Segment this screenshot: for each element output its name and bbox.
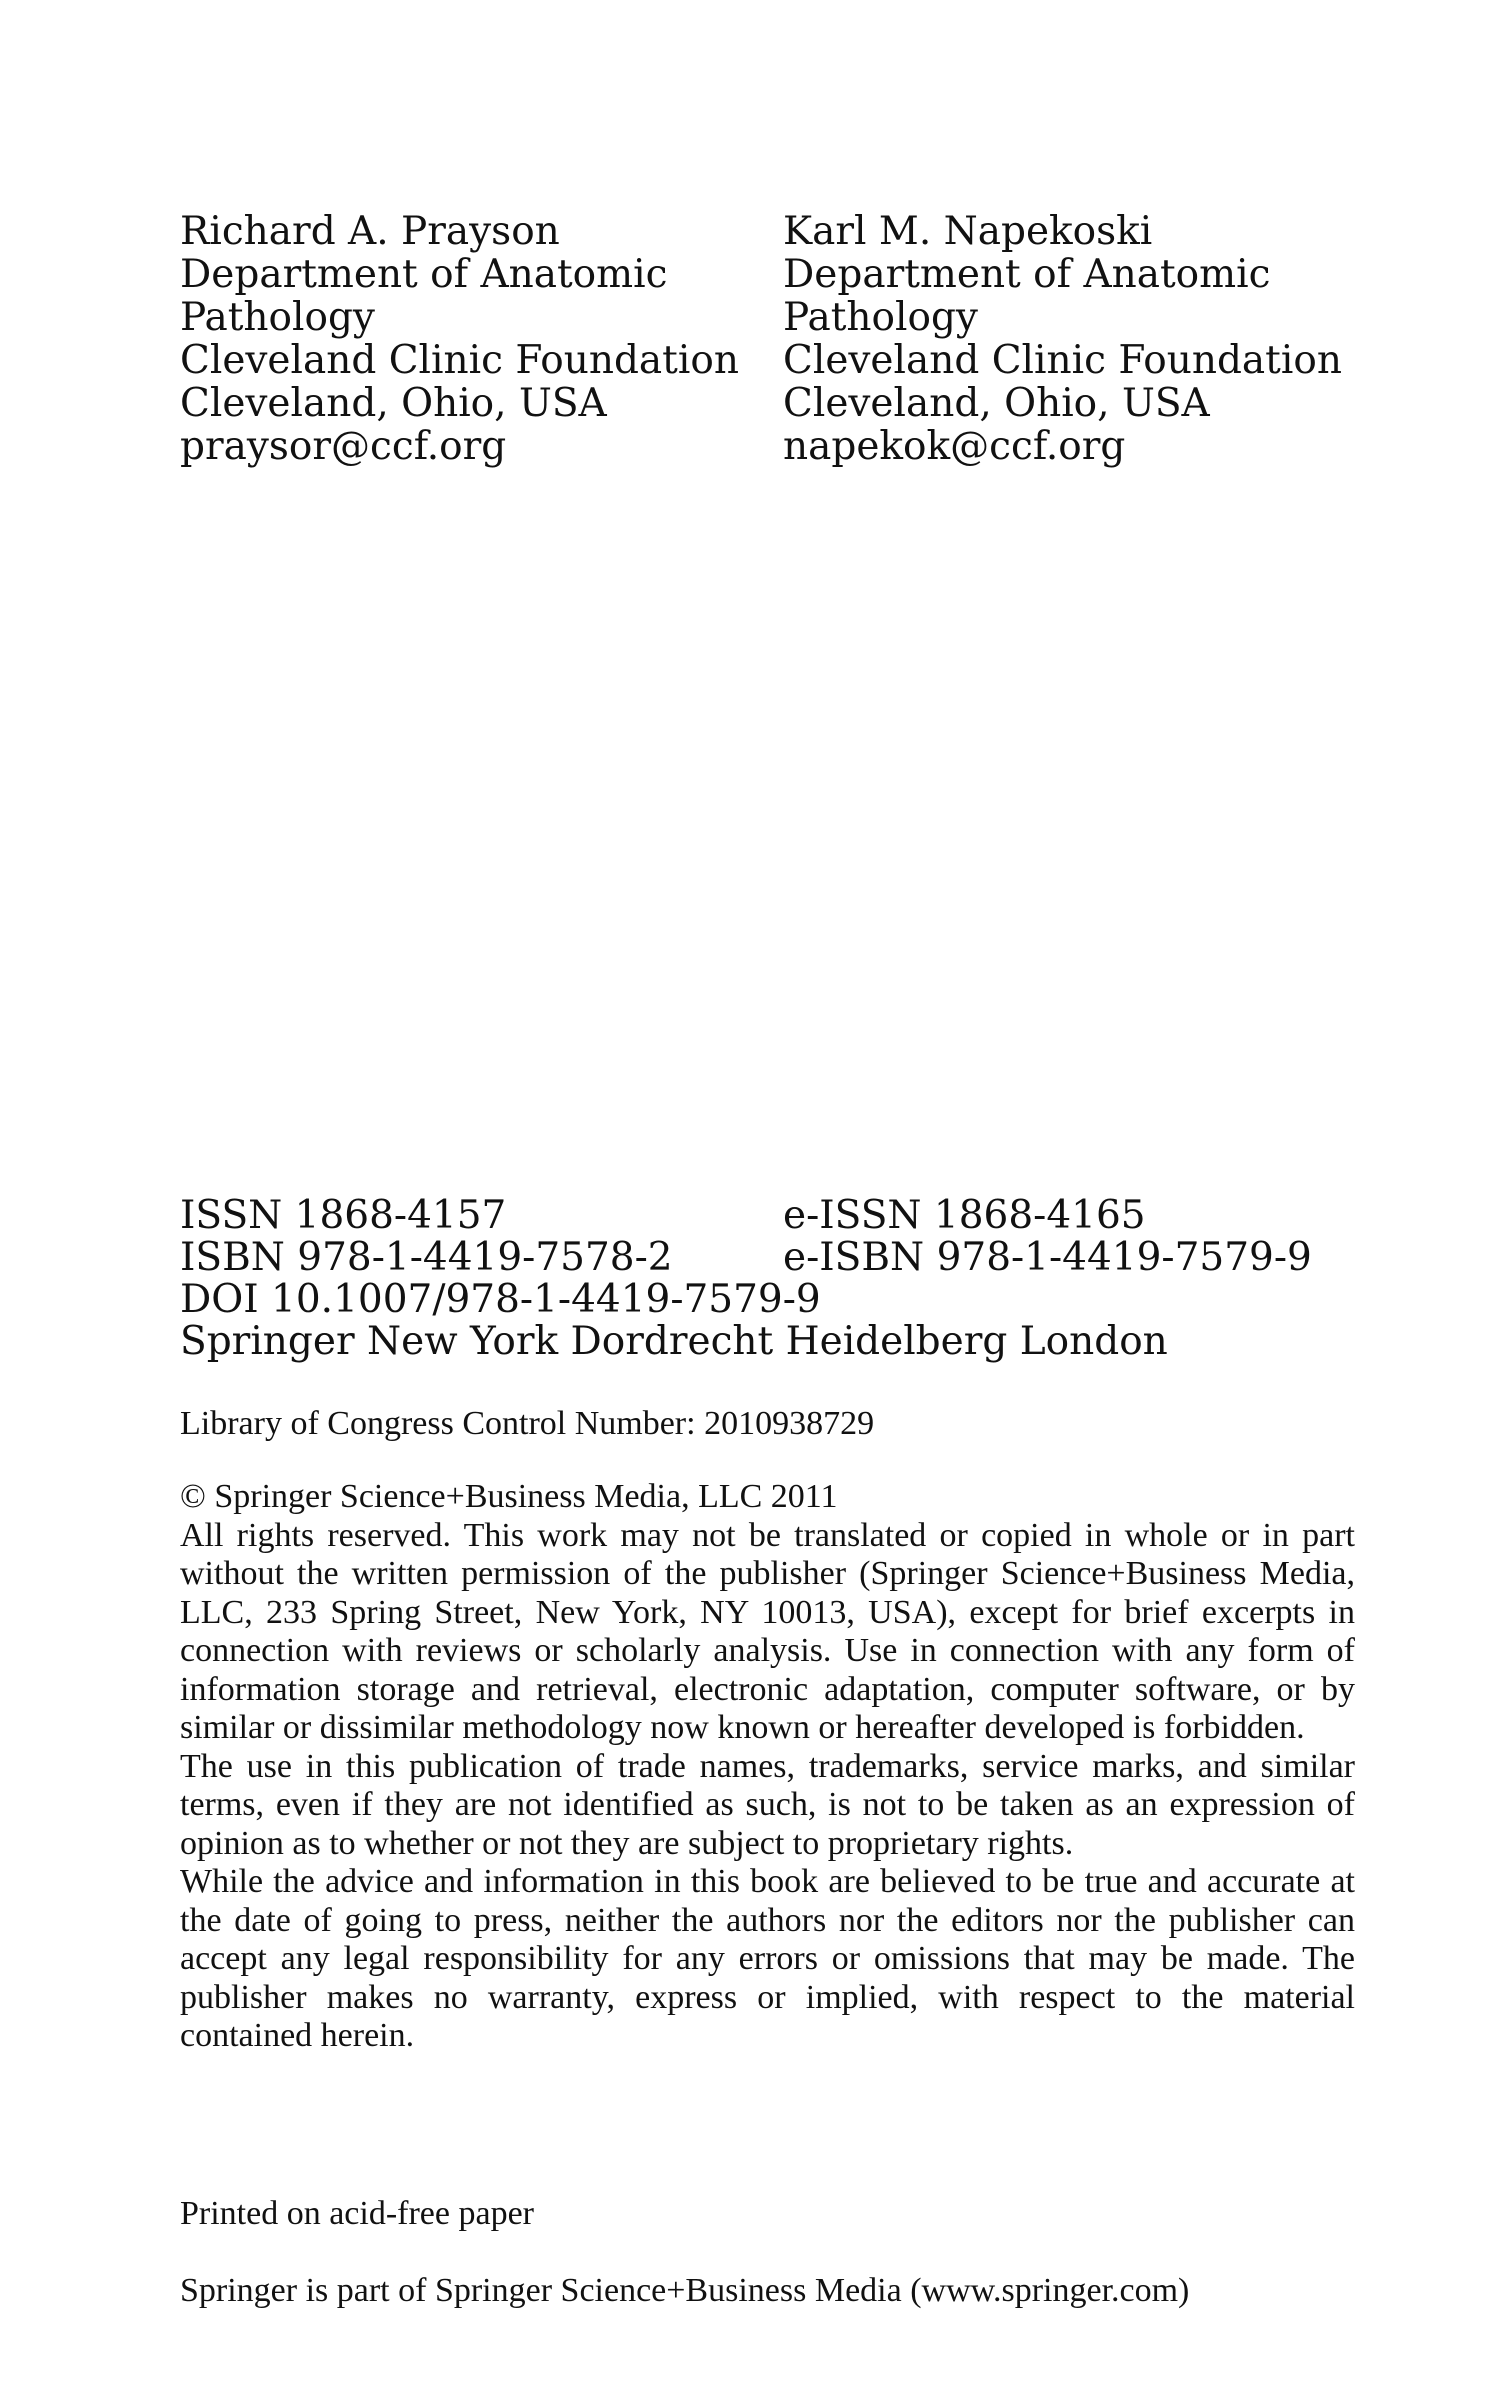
doi: DOI 10.1007/978-1-4419-7579-9 <box>180 1277 821 1322</box>
acid-free-paper-note: Printed on acid-free paper <box>180 2195 534 2232</box>
trademark-paragraph: The use in this publication of trade names, trademarks, service marks, and similar terms, even if they are not identified as such, is not to be taken as an expression of opinion as to whether or not they are subject to proprietary rights. <box>180 1747 1355 1862</box>
issn-row <box>180 1195 1360 1237</box>
author-department-line1: Department of Anatomic <box>180 252 668 297</box>
author-name: Karl M. Napekoski <box>783 209 1153 254</box>
e-isbn: e-ISBN 978-1-4419-7579-9 <box>783 1235 1312 1280</box>
author-department-line1: Department of Anatomic <box>783 252 1271 297</box>
e-issn: e-ISSN 1868-4165 <box>783 1193 1146 1238</box>
disclaimer-paragraph: While the advice and information in this book are believed to be true and accurate at the date of going to press, neither the authors nor the editors nor the publisher can accept any legal responsibility for any errors or omissions that may be made. The publisher makes no warranty, express or implied, with respect to the material contained herein. <box>180 1863 1355 2054</box>
author-institution: Cleveland Clinic Foundation <box>783 338 1342 383</box>
author-block-prayson <box>180 210 739 468</box>
author-department-line2: Pathology <box>783 295 978 340</box>
author-institution: Cleveland Clinic Foundation <box>180 338 739 383</box>
publication-identifiers <box>180 1195 1360 1363</box>
copyright-notice: © Springer Science+Business Media, LLC 2011 <box>180 1478 838 1515</box>
author-location: Cleveland, Ohio, USA <box>783 381 1210 426</box>
author-name: Richard A. Prayson <box>180 209 560 254</box>
author-department-line2: Pathology <box>180 295 375 340</box>
springer-part-of-note: Springer is part of Springer Science+Business Media (www.springer.com) <box>180 2272 1190 2309</box>
isbn-row <box>180 1237 1360 1279</box>
author-email: praysor@ccf.org <box>180 424 507 469</box>
issn: ISSN 1868-4157 <box>180 1193 507 1238</box>
isbn: ISBN 978-1-4419-7578-2 <box>180 1235 673 1280</box>
author-block-napekoski <box>783 210 1342 468</box>
publisher-cities: Springer New York Dordrecht Heidelberg London <box>180 1319 1168 1364</box>
copyright-section <box>180 1478 1355 2056</box>
author-email: napekok@ccf.org <box>783 424 1126 469</box>
author-location: Cleveland, Ohio, USA <box>180 381 607 426</box>
library-of-congress-number: Library of Congress Control Number: 2010938729 <box>180 1405 875 1442</box>
rights-paragraph: All rights reserved. This work may not be translated or copied in whole or in part without the written permission of the publisher (Springer Science+Business Media, LLC, 233 Spring Street, New York, NY 10013, USA), except for brief excerpts in connection with reviews or scholarly analysis. Use in connection with any form of information storage and retrieval, electronic adaptation, computer software, or by similar or dissimilar methodology now known or hereafter developed is forbidden. <box>180 1516 1355 1746</box>
